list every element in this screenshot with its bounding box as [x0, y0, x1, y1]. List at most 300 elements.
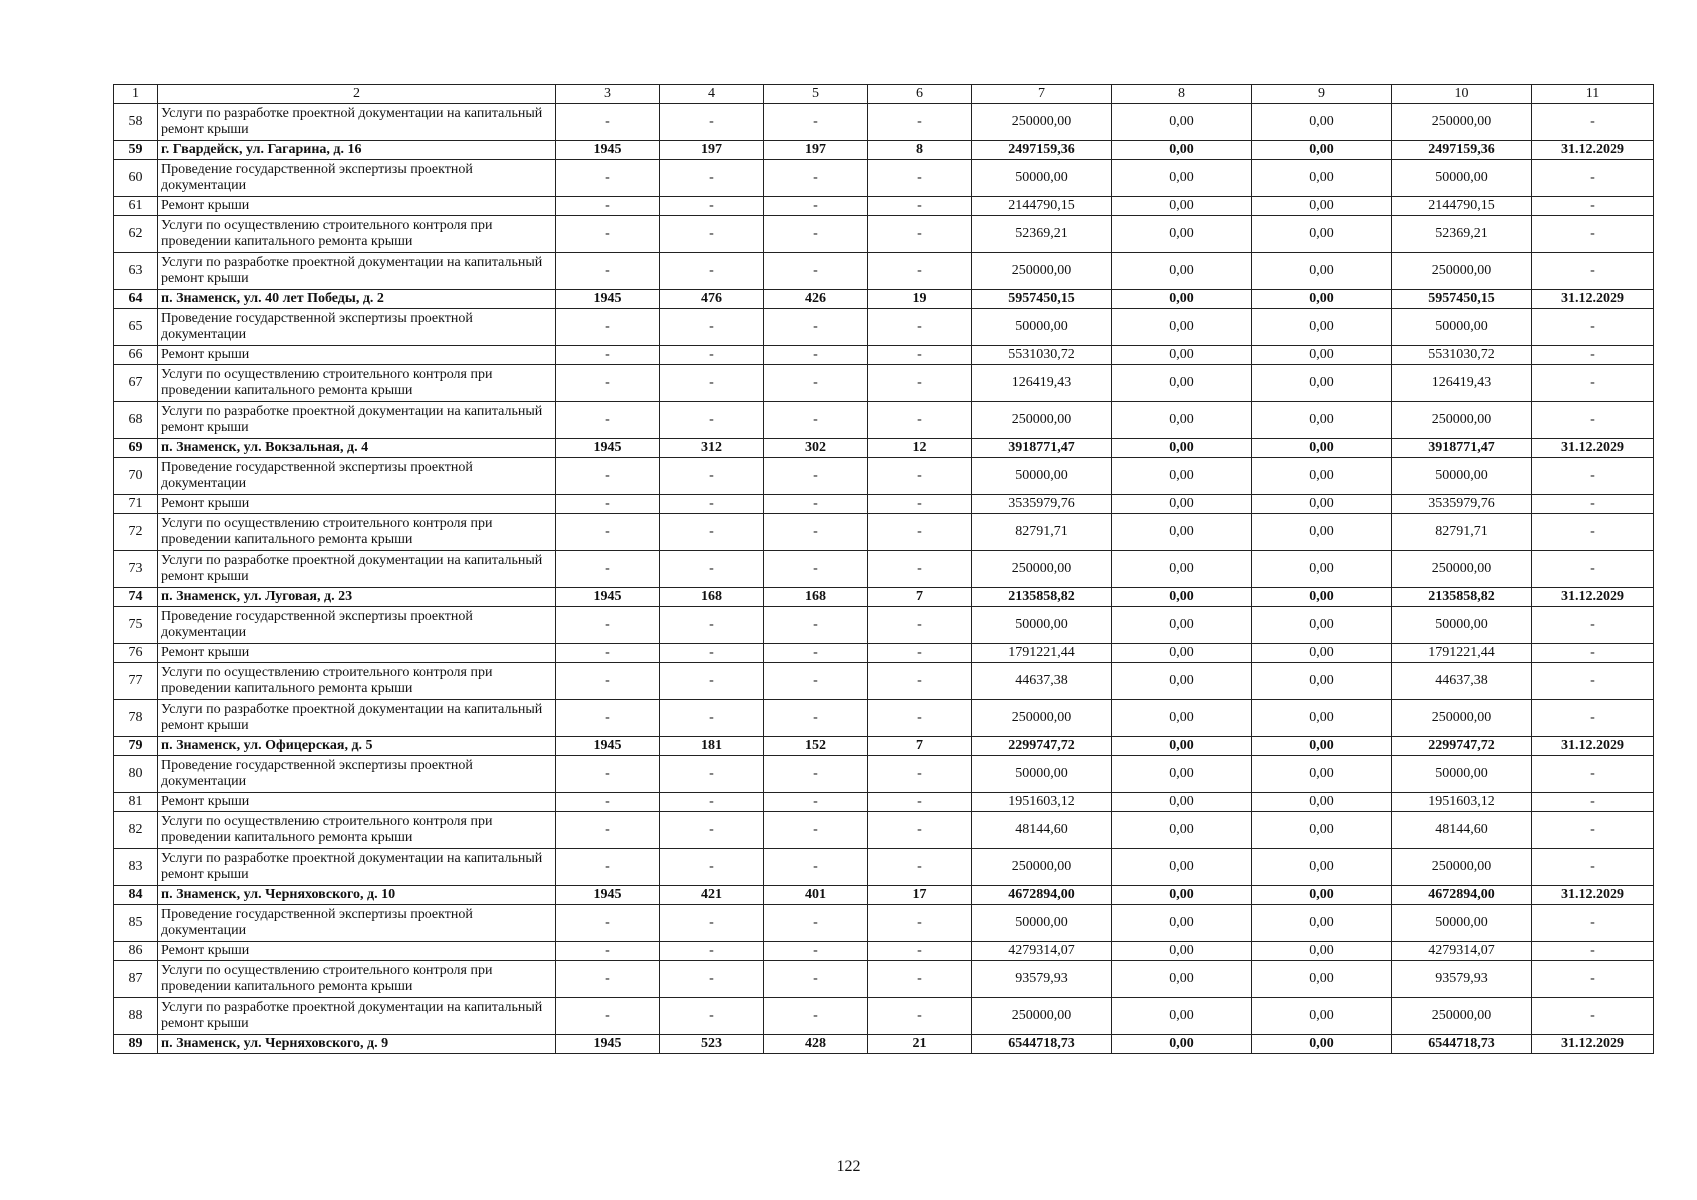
col-residents-cell: - — [868, 253, 972, 290]
col-total-cost-cell: 5957450,15 — [972, 290, 1112, 309]
col-area-living-cell: - — [764, 551, 868, 588]
col-year-cell: - — [556, 551, 660, 588]
col-residents-cell: - — [868, 644, 972, 663]
col-fund-owners-cell: 93579,93 — [1392, 961, 1532, 998]
col-deadline-cell: - — [1532, 514, 1654, 551]
table-row — [114, 160, 1654, 197]
col-fund-regional-cell: 0,00 — [1252, 365, 1392, 402]
col-number-cell: 58 — [114, 104, 158, 141]
col-area-living-cell: - — [764, 402, 868, 439]
col-area-total-cell: 197 — [660, 141, 764, 160]
col-area-total-cell: - — [660, 998, 764, 1035]
col-area-total-cell: - — [660, 793, 764, 812]
col-area-total-cell: - — [660, 104, 764, 141]
col-area-living-cell: 152 — [764, 737, 868, 756]
col-total-cost-cell: 3918771,47 — [972, 439, 1112, 458]
col-total-cost-cell: 2299747,72 — [972, 737, 1112, 756]
col-fund-owners-cell: 2144790,15 — [1392, 197, 1532, 216]
address-row — [114, 141, 1654, 160]
col-name-cell: Ремонт крыши — [158, 644, 556, 663]
col-area-living-cell: - — [764, 942, 868, 961]
table-row — [114, 458, 1654, 495]
col-area-total-cell: - — [660, 216, 764, 253]
col-fund-federal-cell: 0,00 — [1112, 141, 1252, 160]
col-residents-cell: 12 — [868, 439, 972, 458]
header-cell: 2 — [158, 85, 556, 104]
col-deadline-cell: 31.12.2029 — [1532, 1035, 1654, 1054]
col-total-cost-cell: 50000,00 — [972, 458, 1112, 495]
table-row — [114, 961, 1654, 998]
col-residents-cell: 17 — [868, 886, 972, 905]
table-row — [114, 309, 1654, 346]
col-fund-owners-cell: 44637,38 — [1392, 663, 1532, 700]
header-cell: 10 — [1392, 85, 1532, 104]
col-fund-regional-cell: 0,00 — [1252, 197, 1392, 216]
col-fund-federal-cell: 0,00 — [1112, 402, 1252, 439]
col-fund-regional-cell: 0,00 — [1252, 849, 1392, 886]
col-name-cell: Услуги по разработке проектной документации на капитальный ремонт крыши — [158, 998, 556, 1035]
table-row — [114, 756, 1654, 793]
col-fund-owners-cell: 50000,00 — [1392, 458, 1532, 495]
col-fund-federal-cell: 0,00 — [1112, 737, 1252, 756]
header-cell: 1 — [114, 85, 158, 104]
col-total-cost-cell: 50000,00 — [972, 607, 1112, 644]
col-fund-regional-cell: 0,00 — [1252, 998, 1392, 1035]
col-total-cost-cell: 44637,38 — [972, 663, 1112, 700]
col-deadline-cell: 31.12.2029 — [1532, 290, 1654, 309]
col-fund-federal-cell: 0,00 — [1112, 346, 1252, 365]
col-year-cell: - — [556, 942, 660, 961]
col-deadline-cell: - — [1532, 942, 1654, 961]
col-fund-federal-cell: 0,00 — [1112, 886, 1252, 905]
col-year-cell: - — [556, 309, 660, 346]
col-fund-owners-cell: 50000,00 — [1392, 756, 1532, 793]
col-total-cost-cell: 6544718,73 — [972, 1035, 1112, 1054]
data-table — [113, 84, 1654, 1054]
col-fund-owners-cell: 1951603,12 — [1392, 793, 1532, 812]
table-row — [114, 197, 1654, 216]
col-number-cell: 61 — [114, 197, 158, 216]
col-year-cell: - — [556, 663, 660, 700]
col-residents-cell: - — [868, 365, 972, 402]
col-fund-federal-cell: 0,00 — [1112, 588, 1252, 607]
col-area-total-cell: 312 — [660, 439, 764, 458]
col-name-cell: п. Знаменск, ул. Офицерская, д. 5 — [158, 737, 556, 756]
col-area-living-cell: - — [764, 253, 868, 290]
col-fund-regional-cell: 0,00 — [1252, 290, 1392, 309]
col-area-total-cell: - — [660, 309, 764, 346]
col-fund-federal-cell: 0,00 — [1112, 756, 1252, 793]
col-fund-regional-cell: 0,00 — [1252, 812, 1392, 849]
col-number-cell: 81 — [114, 793, 158, 812]
table-row — [114, 514, 1654, 551]
col-fund-federal-cell: 0,00 — [1112, 365, 1252, 402]
col-name-cell: п. Знаменск, ул. 40 лет Победы, д. 2 — [158, 290, 556, 309]
col-year-cell: - — [556, 849, 660, 886]
header-cell: 6 — [868, 85, 972, 104]
col-area-living-cell: 426 — [764, 290, 868, 309]
col-year-cell: 1945 — [556, 886, 660, 905]
col-name-cell: Услуги по разработке проектной документации на капитальный ремонт крыши — [158, 253, 556, 290]
col-fund-federal-cell: 0,00 — [1112, 942, 1252, 961]
col-fund-owners-cell: 48144,60 — [1392, 812, 1532, 849]
table-row — [114, 495, 1654, 514]
table-row — [114, 812, 1654, 849]
col-fund-regional-cell: 0,00 — [1252, 141, 1392, 160]
col-fund-regional-cell: 0,00 — [1252, 104, 1392, 141]
col-deadline-cell: 31.12.2029 — [1532, 588, 1654, 607]
col-number-cell: 66 — [114, 346, 158, 365]
col-name-cell: Услуги по осуществлению строительного контроля при проведении капитального ремонта крыши — [158, 812, 556, 849]
col-fund-federal-cell: 0,00 — [1112, 551, 1252, 588]
table-row — [114, 551, 1654, 588]
col-residents-cell: - — [868, 793, 972, 812]
col-year-cell: - — [556, 160, 660, 197]
col-deadline-cell: 31.12.2029 — [1532, 439, 1654, 458]
col-fund-regional-cell: 0,00 — [1252, 458, 1392, 495]
col-fund-federal-cell: 0,00 — [1112, 197, 1252, 216]
col-name-cell: г. Гвардейск, ул. Гагарина, д. 16 — [158, 141, 556, 160]
header-cell: 3 — [556, 85, 660, 104]
col-number-cell: 71 — [114, 495, 158, 514]
col-number-cell: 59 — [114, 141, 158, 160]
col-residents-cell: 21 — [868, 1035, 972, 1054]
col-area-total-cell: - — [660, 495, 764, 514]
col-fund-regional-cell: 0,00 — [1252, 253, 1392, 290]
col-fund-owners-cell: 82791,71 — [1392, 514, 1532, 551]
col-name-cell: Услуги по осуществлению строительного контроля при проведении капитального ремонта крыши — [158, 961, 556, 998]
col-deadline-cell: - — [1532, 160, 1654, 197]
col-total-cost-cell: 250000,00 — [972, 104, 1112, 141]
col-name-cell: п. Знаменск, ул. Черняховского, д. 9 — [158, 1035, 556, 1054]
header-cell: 7 — [972, 85, 1112, 104]
col-name-cell: Услуги по осуществлению строительного контроля при проведении капитального ремонта крыши — [158, 216, 556, 253]
col-year-cell: - — [556, 812, 660, 849]
col-deadline-cell: - — [1532, 905, 1654, 942]
col-deadline-cell: - — [1532, 812, 1654, 849]
col-area-living-cell: - — [764, 197, 868, 216]
col-number-cell: 79 — [114, 737, 158, 756]
col-deadline-cell: - — [1532, 849, 1654, 886]
col-area-living-cell: - — [764, 663, 868, 700]
col-fund-regional-cell: 0,00 — [1252, 588, 1392, 607]
address-row — [114, 1035, 1654, 1054]
col-residents-cell: - — [868, 104, 972, 141]
col-residents-cell: - — [868, 216, 972, 253]
col-year-cell: - — [556, 253, 660, 290]
col-year-cell: - — [556, 458, 660, 495]
col-total-cost-cell: 250000,00 — [972, 998, 1112, 1035]
col-deadline-cell: - — [1532, 253, 1654, 290]
col-year-cell: 1945 — [556, 439, 660, 458]
col-name-cell: Услуги по разработке проектной документации на капитальный ремонт крыши — [158, 849, 556, 886]
table-row — [114, 104, 1654, 141]
col-area-living-cell: - — [764, 607, 868, 644]
col-fund-owners-cell: 250000,00 — [1392, 551, 1532, 588]
col-area-living-cell: 428 — [764, 1035, 868, 1054]
col-area-living-cell: - — [764, 346, 868, 365]
col-area-total-cell: - — [660, 551, 764, 588]
col-total-cost-cell: 2144790,15 — [972, 197, 1112, 216]
header-cell: 9 — [1252, 85, 1392, 104]
col-name-cell: Ремонт крыши — [158, 495, 556, 514]
col-fund-regional-cell: 0,00 — [1252, 644, 1392, 663]
col-year-cell: - — [556, 104, 660, 141]
col-fund-owners-cell: 2135858,82 — [1392, 588, 1532, 607]
col-residents-cell: - — [868, 756, 972, 793]
col-residents-cell: - — [868, 998, 972, 1035]
col-area-total-cell: - — [660, 402, 764, 439]
col-area-total-cell: 476 — [660, 290, 764, 309]
address-row — [114, 439, 1654, 458]
col-residents-cell: - — [868, 905, 972, 942]
table-row — [114, 998, 1654, 1035]
col-name-cell: Проведение государственной экспертизы проектной документации — [158, 160, 556, 197]
col-area-living-cell: 302 — [764, 439, 868, 458]
col-deadline-cell: - — [1532, 793, 1654, 812]
col-number-cell: 88 — [114, 998, 158, 1035]
col-number-cell: 75 — [114, 607, 158, 644]
col-fund-regional-cell: 0,00 — [1252, 160, 1392, 197]
col-total-cost-cell: 50000,00 — [972, 309, 1112, 346]
col-fund-federal-cell: 0,00 — [1112, 104, 1252, 141]
table-row — [114, 942, 1654, 961]
header-row — [114, 85, 1654, 104]
col-fund-owners-cell: 2299747,72 — [1392, 737, 1532, 756]
col-residents-cell: - — [868, 700, 972, 737]
col-area-total-cell: - — [660, 607, 764, 644]
col-area-living-cell: - — [764, 644, 868, 663]
col-residents-cell: - — [868, 514, 972, 551]
col-fund-federal-cell: 0,00 — [1112, 849, 1252, 886]
col-number-cell: 76 — [114, 644, 158, 663]
col-year-cell: 1945 — [556, 141, 660, 160]
col-area-living-cell: 197 — [764, 141, 868, 160]
table-row — [114, 663, 1654, 700]
col-fund-owners-cell: 250000,00 — [1392, 849, 1532, 886]
col-name-cell: п. Знаменск, ул. Вокзальная, д. 4 — [158, 439, 556, 458]
col-area-living-cell: - — [764, 160, 868, 197]
col-fund-owners-cell: 4672894,00 — [1392, 886, 1532, 905]
col-fund-owners-cell: 1791221,44 — [1392, 644, 1532, 663]
col-area-total-cell: - — [660, 756, 764, 793]
col-number-cell: 65 — [114, 309, 158, 346]
col-total-cost-cell: 1951603,12 — [972, 793, 1112, 812]
col-fund-regional-cell: 0,00 — [1252, 439, 1392, 458]
col-residents-cell: - — [868, 402, 972, 439]
col-residents-cell: - — [868, 551, 972, 588]
col-fund-federal-cell: 0,00 — [1112, 290, 1252, 309]
col-fund-owners-cell: 50000,00 — [1392, 309, 1532, 346]
col-number-cell: 78 — [114, 700, 158, 737]
col-year-cell: - — [556, 644, 660, 663]
col-fund-regional-cell: 0,00 — [1252, 700, 1392, 737]
col-fund-federal-cell: 0,00 — [1112, 812, 1252, 849]
col-fund-regional-cell: 0,00 — [1252, 495, 1392, 514]
col-fund-regional-cell: 0,00 — [1252, 514, 1392, 551]
table-row — [114, 216, 1654, 253]
col-deadline-cell: - — [1532, 458, 1654, 495]
col-name-cell: Услуги по разработке проектной документации на капитальный ремонт крыши — [158, 551, 556, 588]
col-fund-federal-cell: 0,00 — [1112, 1035, 1252, 1054]
col-fund-regional-cell: 0,00 — [1252, 942, 1392, 961]
col-name-cell: п. Знаменск, ул. Черняховского, д. 10 — [158, 886, 556, 905]
col-number-cell: 89 — [114, 1035, 158, 1054]
col-fund-federal-cell: 0,00 — [1112, 514, 1252, 551]
table-row — [114, 365, 1654, 402]
table-row — [114, 905, 1654, 942]
col-area-living-cell: - — [764, 365, 868, 402]
col-fund-regional-cell: 0,00 — [1252, 551, 1392, 588]
col-fund-owners-cell: 50000,00 — [1392, 160, 1532, 197]
col-residents-cell: - — [868, 346, 972, 365]
address-row — [114, 886, 1654, 905]
col-fund-regional-cell: 0,00 — [1252, 737, 1392, 756]
col-fund-federal-cell: 0,00 — [1112, 607, 1252, 644]
col-area-total-cell: - — [660, 644, 764, 663]
col-fund-owners-cell: 5531030,72 — [1392, 346, 1532, 365]
col-fund-federal-cell: 0,00 — [1112, 309, 1252, 346]
col-deadline-cell: - — [1532, 607, 1654, 644]
col-residents-cell: - — [868, 495, 972, 514]
col-deadline-cell: 31.12.2029 — [1532, 141, 1654, 160]
col-fund-regional-cell: 0,00 — [1252, 663, 1392, 700]
col-number-cell: 83 — [114, 849, 158, 886]
col-area-total-cell: 523 — [660, 1035, 764, 1054]
col-area-living-cell: - — [764, 793, 868, 812]
col-fund-owners-cell: 5957450,15 — [1392, 290, 1532, 309]
col-number-cell: 80 — [114, 756, 158, 793]
col-fund-federal-cell: 0,00 — [1112, 700, 1252, 737]
col-residents-cell: - — [868, 197, 972, 216]
col-total-cost-cell: 2135858,82 — [972, 588, 1112, 607]
header-cell: 11 — [1532, 85, 1654, 104]
col-total-cost-cell: 1791221,44 — [972, 644, 1112, 663]
col-fund-regional-cell: 0,00 — [1252, 961, 1392, 998]
col-name-cell: Ремонт крыши — [158, 793, 556, 812]
col-number-cell: 74 — [114, 588, 158, 607]
col-area-living-cell: - — [764, 458, 868, 495]
col-total-cost-cell: 48144,60 — [972, 812, 1112, 849]
col-fund-federal-cell: 0,00 — [1112, 793, 1252, 812]
col-fund-federal-cell: 0,00 — [1112, 458, 1252, 495]
col-residents-cell: - — [868, 309, 972, 346]
col-fund-federal-cell: 0,00 — [1112, 160, 1252, 197]
col-deadline-cell: - — [1532, 346, 1654, 365]
col-total-cost-cell: 250000,00 — [972, 700, 1112, 737]
address-row — [114, 290, 1654, 309]
col-name-cell: Проведение государственной экспертизы проектной документации — [158, 756, 556, 793]
col-fund-federal-cell: 0,00 — [1112, 439, 1252, 458]
col-area-living-cell: - — [764, 998, 868, 1035]
col-name-cell: п. Знаменск, ул. Луговая, д. 23 — [158, 588, 556, 607]
col-fund-owners-cell: 50000,00 — [1392, 905, 1532, 942]
col-year-cell: 1945 — [556, 588, 660, 607]
col-area-living-cell: 168 — [764, 588, 868, 607]
header-cell: 5 — [764, 85, 868, 104]
table-row — [114, 849, 1654, 886]
col-residents-cell: 7 — [868, 737, 972, 756]
col-deadline-cell: 31.12.2029 — [1532, 886, 1654, 905]
col-name-cell: Услуги по разработке проектной документации на капитальный ремонт крыши — [158, 402, 556, 439]
col-name-cell: Ремонт крыши — [158, 346, 556, 365]
col-year-cell: - — [556, 365, 660, 402]
col-year-cell: - — [556, 197, 660, 216]
col-fund-owners-cell: 250000,00 — [1392, 253, 1532, 290]
header-cell: 8 — [1112, 85, 1252, 104]
col-number-cell: 60 — [114, 160, 158, 197]
col-fund-regional-cell: 0,00 — [1252, 905, 1392, 942]
col-fund-owners-cell: 4279314,07 — [1392, 942, 1532, 961]
col-year-cell: - — [556, 700, 660, 737]
col-fund-owners-cell: 126419,43 — [1392, 365, 1532, 402]
col-residents-cell: - — [868, 812, 972, 849]
col-fund-federal-cell: 0,00 — [1112, 961, 1252, 998]
col-year-cell: - — [556, 346, 660, 365]
col-deadline-cell: - — [1532, 309, 1654, 346]
col-name-cell: Проведение государственной экспертизы проектной документации — [158, 309, 556, 346]
col-fund-regional-cell: 0,00 — [1252, 793, 1392, 812]
col-area-total-cell: - — [660, 458, 764, 495]
col-total-cost-cell: 50000,00 — [972, 160, 1112, 197]
col-residents-cell: 8 — [868, 141, 972, 160]
col-residents-cell: - — [868, 160, 972, 197]
col-year-cell: - — [556, 961, 660, 998]
col-area-living-cell: - — [764, 104, 868, 141]
col-residents-cell: - — [868, 458, 972, 495]
col-year-cell: - — [556, 905, 660, 942]
col-name-cell: Ремонт крыши — [158, 942, 556, 961]
col-area-living-cell: - — [764, 812, 868, 849]
col-year-cell: - — [556, 514, 660, 551]
col-number-cell: 63 — [114, 253, 158, 290]
col-total-cost-cell: 5531030,72 — [972, 346, 1112, 365]
col-area-total-cell: - — [660, 197, 764, 216]
col-fund-owners-cell: 250000,00 — [1392, 700, 1532, 737]
col-area-living-cell: 401 — [764, 886, 868, 905]
col-fund-federal-cell: 0,00 — [1112, 495, 1252, 514]
col-fund-federal-cell: 0,00 — [1112, 905, 1252, 942]
col-deadline-cell: - — [1532, 700, 1654, 737]
col-name-cell: Услуги по разработке проектной документации на капитальный ремонт крыши — [158, 104, 556, 141]
col-area-total-cell: - — [660, 663, 764, 700]
col-number-cell: 77 — [114, 663, 158, 700]
col-total-cost-cell: 50000,00 — [972, 756, 1112, 793]
col-fund-owners-cell: 250000,00 — [1392, 998, 1532, 1035]
col-name-cell: Проведение государственной экспертизы проектной документации — [158, 905, 556, 942]
col-fund-owners-cell: 2497159,36 — [1392, 141, 1532, 160]
col-year-cell: 1945 — [556, 290, 660, 309]
col-name-cell: Ремонт крыши — [158, 197, 556, 216]
col-residents-cell: - — [868, 961, 972, 998]
address-row — [114, 588, 1654, 607]
col-area-total-cell: - — [660, 961, 764, 998]
col-year-cell: - — [556, 495, 660, 514]
col-residents-cell: 19 — [868, 290, 972, 309]
header-cell: 4 — [660, 85, 764, 104]
col-area-living-cell: - — [764, 961, 868, 998]
col-deadline-cell: - — [1532, 495, 1654, 514]
col-area-living-cell: - — [764, 849, 868, 886]
col-fund-regional-cell: 0,00 — [1252, 402, 1392, 439]
col-area-total-cell: - — [660, 700, 764, 737]
col-area-total-cell: - — [660, 849, 764, 886]
col-fund-regional-cell: 0,00 — [1252, 309, 1392, 346]
table-body — [114, 85, 1654, 1054]
col-area-living-cell: - — [764, 756, 868, 793]
col-residents-cell: - — [868, 663, 972, 700]
col-fund-federal-cell: 0,00 — [1112, 253, 1252, 290]
